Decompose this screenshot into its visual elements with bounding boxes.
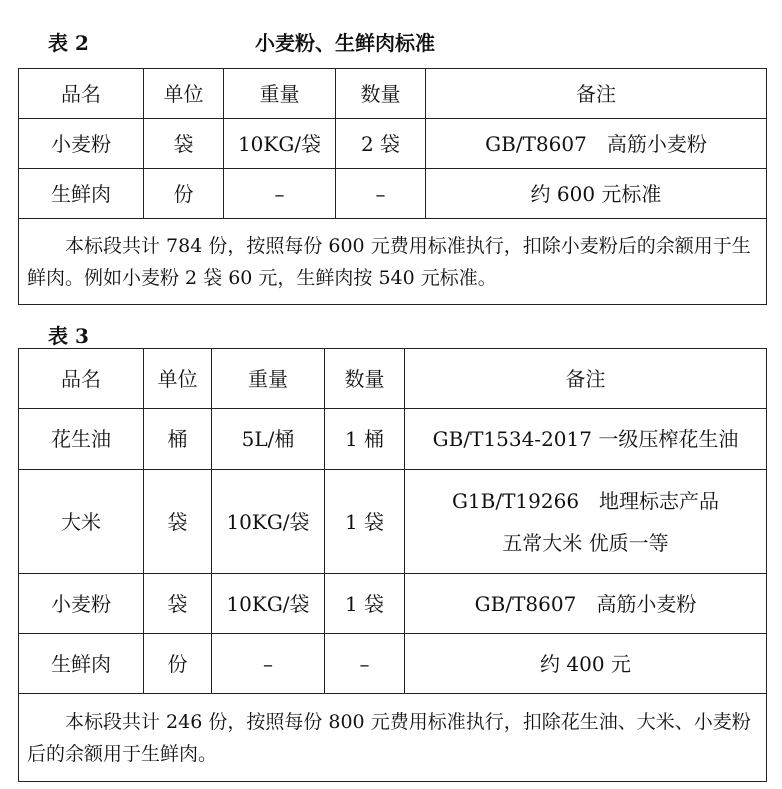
cell-name: 小麦粉: [19, 574, 144, 634]
cell-remark: GB/T8607 高筋小麦粉: [405, 574, 767, 634]
cell-quantity: –: [325, 634, 405, 694]
cell-unit: 份: [144, 169, 224, 219]
cell-remark: GB/T1534-2017 一级压榨花生油: [405, 409, 767, 470]
table-row: [19, 574, 767, 634]
table3-header-name: 品名: [19, 349, 144, 409]
cell-remark: [405, 470, 767, 574]
cell-quantity: 1 桶: [325, 409, 405, 470]
cell-unit: 袋: [144, 574, 212, 634]
cell-weight: 10KG/袋: [212, 470, 325, 574]
cell-remark: GB/T8607 高筋小麦粉: [426, 119, 767, 169]
cell-remark-line-2: 五常大米 优质一等: [502, 530, 669, 555]
cell-name: 生鲜肉: [19, 169, 144, 219]
cell-quantity: 2 袋: [336, 119, 426, 169]
table3-header-row: [19, 349, 767, 409]
table2-title: 小麦粉、生鲜肉标准: [255, 31, 435, 55]
table2-note: 本标段共计 784 份，按照每份 600 元费用标准执行，扣除小麦粉后的余额用于生鲜肉。例如小麦粉 2 袋 60 元，生鲜肉按 540 元标准。: [19, 219, 767, 305]
table3: [18, 348, 767, 782]
cell-name: 小麦粉: [19, 119, 144, 169]
cell-quantity: 1 袋: [325, 574, 405, 634]
cell-remark: 约 600 元标准: [426, 169, 767, 219]
table3-note: 本标段共计 246 份，按照每份 800 元费用标准执行，扣除花生油、大米、小麦粉后的余额用于生鲜肉。: [19, 694, 767, 782]
cell-weight: 10KG/袋: [224, 119, 336, 169]
table3-header-unit: 单位: [144, 349, 212, 409]
table-row: [19, 169, 767, 219]
table3-header-quantity: 数量: [325, 349, 405, 409]
cell-weight: –: [224, 169, 336, 219]
cell-remark-line-1: G1B/T19266 地理标志产品: [451, 488, 720, 513]
cell-unit: 袋: [144, 470, 212, 574]
cell-weight: –: [212, 634, 325, 694]
table-row: [19, 119, 767, 169]
table2-header-weight: 重量: [224, 69, 336, 119]
table2-header-unit: 单位: [144, 69, 224, 119]
cell-name: 花生油: [19, 409, 144, 470]
table2-header-remark: 备注: [426, 69, 767, 119]
cell-quantity: –: [336, 169, 426, 219]
table3-header-weight: 重量: [212, 349, 325, 409]
table-row: [19, 470, 767, 574]
cell-remark: 约 400 元: [405, 634, 767, 694]
cell-weight: 10KG/袋: [212, 574, 325, 634]
table3-label: 表 3: [48, 324, 89, 348]
table-row: [19, 634, 767, 694]
table3-header-remark: 备注: [405, 349, 767, 409]
cell-unit: 份: [144, 634, 212, 694]
cell-unit: 袋: [144, 119, 224, 169]
cell-name: 大米: [19, 470, 144, 574]
table2-note-row: [19, 219, 767, 305]
table2: [18, 68, 767, 305]
cell-unit: 桶: [144, 409, 212, 470]
table-row: [19, 409, 767, 470]
cell-quantity: 1 袋: [325, 470, 405, 574]
cell-weight: 5L/桶: [212, 409, 325, 470]
table2-label: 表 2: [48, 31, 89, 55]
table2-header-row: [19, 69, 767, 119]
table2-header-quantity: 数量: [336, 69, 426, 119]
cell-name: 生鲜肉: [19, 634, 144, 694]
table2-header-name: 品名: [19, 69, 144, 119]
table3-note-row: [19, 694, 767, 782]
